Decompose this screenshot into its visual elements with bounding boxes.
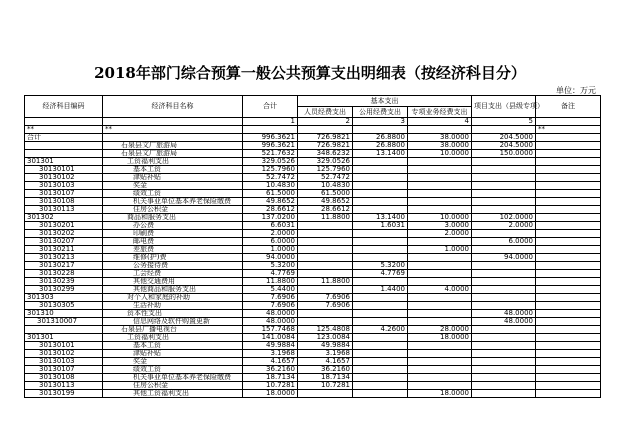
code-cell: 30130108	[25, 374, 103, 382]
total-cell: 7.6906	[243, 294, 298, 302]
code-cell: 301302	[25, 214, 103, 222]
note-cell	[536, 150, 601, 158]
note-cell	[536, 334, 601, 342]
public-cell: 4.2600	[353, 326, 408, 334]
note-cell	[536, 270, 601, 278]
header-basic: 基本支出	[298, 96, 472, 107]
column-number-cell: 1	[243, 118, 298, 126]
header-note: 备注	[536, 96, 601, 118]
project-cell	[472, 278, 536, 286]
table-row	[25, 190, 601, 198]
project-cell: 150.0000	[472, 150, 536, 158]
special-cell	[408, 158, 472, 166]
public-cell: 13.1400	[353, 150, 408, 158]
table-row	[25, 350, 601, 358]
personnel-cell: 125.7960	[298, 166, 353, 174]
code-cell: 30130239	[25, 278, 103, 286]
special-cell: 38.0000	[408, 134, 472, 142]
note-cell	[536, 318, 601, 326]
note-cell	[536, 278, 601, 286]
column-number-cell	[536, 118, 601, 126]
special-cell: 4.0000	[408, 286, 472, 294]
table-row	[25, 158, 601, 166]
table-row	[25, 278, 601, 286]
total-cell: 157.7468	[243, 326, 298, 334]
public-cell: 13.1400	[353, 214, 408, 222]
name-cell: 公务接待费	[103, 262, 243, 270]
name-cell: 信息网络及软件购置更新	[103, 318, 243, 326]
personnel-cell	[298, 222, 353, 230]
project-cell	[472, 166, 536, 174]
code-cell: 30130305	[25, 302, 103, 310]
total-cell: 49.8652	[243, 198, 298, 206]
name-cell: 邮电费	[103, 238, 243, 246]
public-cell	[353, 382, 408, 390]
total-cell: 6.6031	[243, 222, 298, 230]
personnel-cell: 7.6906	[298, 294, 353, 302]
header-name: 经济科目名称	[103, 96, 243, 118]
code-cell: 30130103	[25, 358, 103, 366]
name-cell: 其他交通费用	[103, 278, 243, 286]
table-row	[25, 166, 601, 174]
code-cell: 301310007	[25, 318, 103, 326]
name-cell: 工会经费	[103, 270, 243, 278]
name-cell: 商品和服务支出	[103, 214, 243, 222]
special-cell	[408, 366, 472, 374]
total-cell: 49.9884	[243, 342, 298, 350]
personnel-cell: 726.9821	[298, 142, 353, 150]
code-cell: 30130102	[25, 350, 103, 358]
page-title: 2018年部门综合预算一般公共预算支出明细表（按经济科目分）	[94, 64, 526, 82]
name-cell: 工资福利支出	[103, 334, 243, 342]
public-cell: 26.8800	[353, 134, 408, 142]
project-cell	[472, 342, 536, 350]
code-cell: 30130101	[25, 166, 103, 174]
header-project: 项目支出（县级专项）	[472, 96, 536, 118]
project-cell	[472, 382, 536, 390]
personnel-cell: 18.7134	[298, 374, 353, 382]
code-cell: 301310	[25, 310, 103, 318]
project-cell	[472, 358, 536, 366]
personnel-cell: 49.8652	[298, 198, 353, 206]
personnel-cell: 49.9884	[298, 342, 353, 350]
name-cell: 石泉县文广旅游局	[103, 142, 243, 150]
public-cell: 26.8800	[353, 142, 408, 150]
table-row	[25, 222, 601, 230]
project-cell	[472, 182, 536, 190]
personnel-cell: 10.4830	[298, 182, 353, 190]
note-cell	[536, 230, 601, 238]
public-cell	[353, 374, 408, 382]
code-cell: 30130107	[25, 366, 103, 374]
public-cell	[353, 198, 408, 206]
name-cell: 奖金	[103, 182, 243, 190]
name-cell: 印刷费	[103, 230, 243, 238]
note-cell	[536, 142, 601, 150]
total-cell: 36.2160	[243, 366, 298, 374]
code-cell: 301301	[25, 158, 103, 166]
special-cell	[408, 198, 472, 206]
budget-table	[24, 95, 601, 398]
public-cell	[353, 182, 408, 190]
name-cell: 津贴补贴	[103, 350, 243, 358]
total-cell: 5.3200	[243, 262, 298, 270]
header-special: 专项业务经费支出	[408, 107, 472, 118]
personnel-cell	[298, 310, 353, 318]
personnel-cell: 348.6232	[298, 150, 353, 158]
special-cell	[408, 310, 472, 318]
project-cell: 204.5000	[472, 134, 536, 142]
special-cell	[408, 294, 472, 302]
code-cell: 30130113	[25, 206, 103, 214]
code-cell: 30130299	[25, 286, 103, 294]
total-cell: 10.4830	[243, 182, 298, 190]
project-cell	[472, 350, 536, 358]
project-cell	[472, 326, 536, 334]
special-cell: 38.0000	[408, 142, 472, 150]
special-cell: 18.0000	[408, 334, 472, 342]
special-cell: 3.0000	[408, 222, 472, 230]
total-cell: 996.3621	[243, 142, 298, 150]
name-cell: 生活补助	[103, 302, 243, 310]
table-row	[25, 374, 601, 382]
table-row	[25, 198, 601, 206]
code-cell: 30130199	[25, 390, 103, 398]
public-cell	[353, 294, 408, 302]
table-row	[25, 366, 601, 374]
personnel-cell: 3.1968	[298, 350, 353, 358]
total-cell: 61.5000	[243, 190, 298, 198]
personnel-cell: 123.0084	[298, 334, 353, 342]
name-cell: 基本工资	[103, 342, 243, 350]
public-cell: 5.3200	[353, 262, 408, 270]
public-cell	[353, 166, 408, 174]
personnel-cell: 4.1657	[298, 358, 353, 366]
total-cell: 2.0000	[243, 230, 298, 238]
table-row	[25, 334, 601, 342]
table-body	[25, 118, 601, 398]
public-cell	[353, 238, 408, 246]
total-cell: 996.3621	[243, 134, 298, 142]
header-total: 合计	[243, 96, 298, 118]
project-cell	[472, 190, 536, 198]
public-cell	[353, 230, 408, 238]
public-cell	[353, 302, 408, 310]
note-cell	[536, 254, 601, 262]
special-cell	[408, 262, 472, 270]
table-row	[25, 262, 601, 270]
special-cell: 10.0000	[408, 150, 472, 158]
code-cell: 30130217	[25, 262, 103, 270]
name-cell: 住房公积金	[103, 206, 243, 214]
project-cell: 48.0000	[472, 310, 536, 318]
table-row	[25, 294, 601, 302]
personnel-cell: 125.4808	[298, 326, 353, 334]
public-cell	[353, 334, 408, 342]
name-cell: 维修(护)费	[103, 254, 243, 262]
total-cell: 11.8800	[243, 278, 298, 286]
header-code: 经济科目编码	[25, 96, 103, 118]
note-cell	[536, 134, 601, 142]
note-cell	[536, 190, 601, 198]
total-cell: 521.7632	[243, 150, 298, 158]
personnel-cell: 726.9821	[298, 134, 353, 142]
note-cell	[536, 366, 601, 374]
special-cell	[408, 302, 472, 310]
public-cell	[353, 342, 408, 350]
unit-label: 单位：万元	[556, 86, 596, 95]
project-cell	[472, 158, 536, 166]
note-cell	[536, 350, 601, 358]
code-cell: 30130107	[25, 190, 103, 198]
column-number-cell: 2	[298, 118, 353, 126]
special-cell: 18.0000	[408, 390, 472, 398]
note-cell	[536, 166, 601, 174]
note-cell	[536, 158, 601, 166]
total-cell: 125.7960	[243, 166, 298, 174]
personnel-cell: 36.2160	[298, 366, 353, 374]
table-row	[25, 382, 601, 390]
code-cell: 合计	[25, 134, 103, 142]
public-cell	[353, 190, 408, 198]
header-personnel: 人员经费支出	[298, 107, 353, 118]
personnel-cell: 7.6906	[298, 302, 353, 310]
project-cell: 48.0000	[472, 318, 536, 326]
total-cell: 94.0000	[243, 254, 298, 262]
total-cell: 18.0000	[243, 390, 298, 398]
note-cell	[536, 206, 601, 214]
name-cell: 奖金	[103, 358, 243, 366]
project-cell	[472, 270, 536, 278]
total-cell: 329.0526	[243, 158, 298, 166]
personnel-cell	[298, 230, 353, 238]
special-cell	[408, 174, 472, 182]
note-cell	[536, 174, 601, 182]
public-cell	[353, 358, 408, 366]
name-cell: 住房公积金	[103, 382, 243, 390]
project-cell	[472, 374, 536, 382]
note-cell	[536, 286, 601, 294]
table-row	[25, 286, 601, 294]
code-cell: 30130101	[25, 342, 103, 350]
total-cell: 5.4400	[243, 286, 298, 294]
public-cell: 4.7769	[353, 270, 408, 278]
code-cell: 30130207	[25, 238, 103, 246]
note-cell	[536, 198, 601, 206]
personnel-cell: 10.7281	[298, 382, 353, 390]
public-cell: 1.4400	[353, 286, 408, 294]
note-cell	[536, 238, 601, 246]
project-cell	[472, 286, 536, 294]
project-cell: 94.0000	[472, 254, 536, 262]
public-cell	[353, 310, 408, 318]
special-cell: 2.0000	[408, 230, 472, 238]
name-cell: 机关事业单位基本养老保险缴费	[103, 374, 243, 382]
note-cell	[536, 182, 601, 190]
total-cell: 3.1968	[243, 350, 298, 358]
personnel-cell: 52.7472	[298, 174, 353, 182]
code-cell: 30130113	[25, 382, 103, 390]
personnel-cell: 329.0526	[298, 158, 353, 166]
project-cell	[472, 174, 536, 182]
total-cell: 28.6612	[243, 206, 298, 214]
personnel-cell	[298, 238, 353, 246]
note-cell	[536, 262, 601, 270]
name-cell: 石泉县文广旅游局	[103, 150, 243, 158]
total-cell: 7.6906	[243, 302, 298, 310]
special-cell	[408, 342, 472, 350]
code-cell: 30130211	[25, 246, 103, 254]
total-cell: 48.0000	[243, 310, 298, 318]
name-cell: 差旅费	[103, 246, 243, 254]
public-cell	[353, 366, 408, 374]
project-cell: 204.5000	[472, 142, 536, 150]
name-cell: 机关事业单位基本养老保险缴费	[103, 198, 243, 206]
table-row	[25, 238, 601, 246]
code-cell: 30130102	[25, 174, 103, 182]
table-row	[25, 150, 601, 158]
note-cell	[536, 326, 601, 334]
project-cell: 102.0000	[472, 214, 536, 222]
table-row	[25, 182, 601, 190]
column-number-cell: 5	[472, 118, 536, 126]
code-cell	[25, 142, 103, 150]
personnel-cell	[298, 390, 353, 398]
table-row	[25, 174, 601, 182]
total-cell: 4.7769	[243, 270, 298, 278]
name-cell: 工资福利支出	[103, 158, 243, 166]
header-public: 公用经费支出	[353, 107, 408, 118]
total-cell: 1.0000	[243, 246, 298, 254]
table-row	[25, 326, 601, 334]
total-cell: 4.1657	[243, 358, 298, 366]
project-cell	[472, 262, 536, 270]
name-cell: 其他商品和服务支出	[103, 286, 243, 294]
total-cell: 137.0200	[243, 214, 298, 222]
total-cell: 10.7281	[243, 382, 298, 390]
personnel-cell	[298, 246, 353, 254]
public-cell	[353, 390, 408, 398]
total-cell: 6.0000	[243, 238, 298, 246]
table-row	[25, 358, 601, 366]
name-cell: 对个人和家庭的补助	[103, 294, 243, 302]
public-cell: 1.6031	[353, 222, 408, 230]
special-cell	[408, 166, 472, 174]
table-row	[25, 390, 601, 398]
personnel-cell: 28.6612	[298, 206, 353, 214]
project-cell	[472, 366, 536, 374]
name-cell: 绩效工资	[103, 366, 243, 374]
public-cell	[353, 174, 408, 182]
note-cell	[536, 214, 601, 222]
name-cell: 津贴补贴	[103, 174, 243, 182]
name-cell: 基本工资	[103, 166, 243, 174]
special-cell	[408, 270, 472, 278]
personnel-cell: 11.8800	[298, 278, 353, 286]
special-cell	[408, 374, 472, 382]
personnel-cell: 61.5000	[298, 190, 353, 198]
note-cell	[536, 222, 601, 230]
project-cell	[472, 390, 536, 398]
total-cell: 141.0084	[243, 334, 298, 342]
code-cell: 301303	[25, 294, 103, 302]
project-cell	[472, 294, 536, 302]
code-cell: 30130213	[25, 254, 103, 262]
name-cell: 绩效工资	[103, 190, 243, 198]
note-cell	[536, 342, 601, 350]
code-cell: 30130201	[25, 222, 103, 230]
project-cell: 6.0000	[472, 238, 536, 246]
table-row	[25, 342, 601, 350]
special-cell: 10.0000	[408, 214, 472, 222]
public-cell	[353, 158, 408, 166]
special-cell	[408, 190, 472, 198]
table-row	[25, 254, 601, 262]
special-cell: 1.0000	[408, 246, 472, 254]
note-cell	[536, 302, 601, 310]
personnel-cell	[298, 254, 353, 262]
special-cell	[408, 350, 472, 358]
note-cell	[536, 310, 601, 318]
column-number-cell: 3	[353, 118, 408, 126]
table-row	[25, 318, 601, 326]
special-cell	[408, 182, 472, 190]
project-cell	[472, 334, 536, 342]
public-cell	[353, 246, 408, 254]
code-cell: 301301	[25, 334, 103, 342]
special-cell	[408, 254, 472, 262]
public-cell	[353, 350, 408, 358]
code-cell: 30130108	[25, 198, 103, 206]
special-cell: 28.0000	[408, 326, 472, 334]
note-cell	[536, 358, 601, 366]
note-cell: **	[536, 126, 601, 134]
code-cell: 30130103	[25, 182, 103, 190]
special-cell	[408, 358, 472, 366]
code-cell: **	[25, 126, 103, 134]
column-number-cell	[103, 118, 243, 126]
personnel-cell: 11.8800	[298, 214, 353, 222]
column-number-cell	[25, 118, 103, 126]
project-cell: 2.0000	[472, 222, 536, 230]
name-cell: 其他工资福利支出	[103, 390, 243, 398]
table-row	[25, 270, 601, 278]
name-cell: **	[103, 126, 243, 134]
total-cell: 52.7472	[243, 174, 298, 182]
code-cell: 30130202	[25, 230, 103, 238]
note-cell	[536, 246, 601, 254]
personnel-cell	[298, 262, 353, 270]
total-cell: 18.7134	[243, 374, 298, 382]
name-cell: 资本性支出	[103, 310, 243, 318]
name-cell: 石泉县广播电视台	[103, 326, 243, 334]
code-cell: 30130228	[25, 270, 103, 278]
note-cell	[536, 390, 601, 398]
note-cell	[536, 294, 601, 302]
name-cell: 办公费	[103, 222, 243, 230]
note-cell	[536, 382, 601, 390]
note-cell	[536, 374, 601, 382]
project-cell	[472, 198, 536, 206]
total-cell: 48.0000	[243, 318, 298, 326]
column-number-cell: 4	[408, 118, 472, 126]
